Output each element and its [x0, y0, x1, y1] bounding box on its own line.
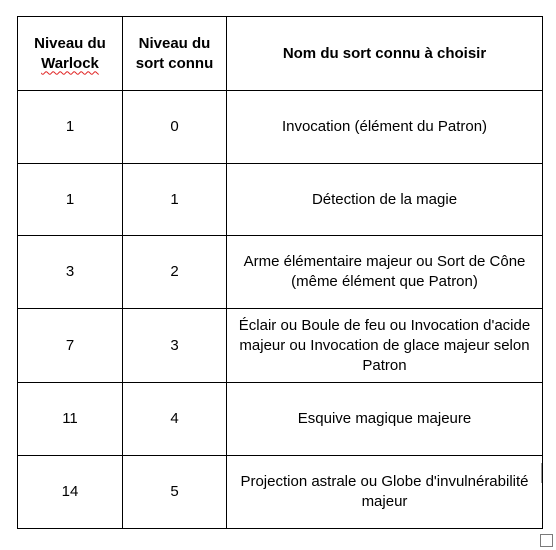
table-row	[18, 383, 543, 456]
header-spell-name: Nom du sort connu à choisir	[227, 17, 543, 91]
cell-warlock-level: 14	[18, 456, 123, 529]
cell-spell-name: Esquive magique majeure	[227, 383, 543, 456]
header-warlock-level	[18, 17, 123, 91]
cell-spell-name: Détection de la magie	[227, 164, 543, 236]
cell-spell-level: 1	[123, 164, 227, 236]
cell-spell-level: 5	[123, 456, 227, 529]
cell-spell-level: 4	[123, 383, 227, 456]
cell-warlock-level: 7	[18, 309, 123, 383]
cell-spell-name: Éclair ou Boule de feu ou Invocation d'acide majeur ou Invocation de glace majeur selon Patron	[227, 309, 543, 383]
cell-spell-name: Projection astrale ou Globe d'invulnérabilité majeur	[227, 456, 543, 529]
cell-spell-level: 3	[123, 309, 227, 383]
cell-warlock-level: 11	[18, 383, 123, 456]
table-resize-guide	[541, 463, 542, 483]
cell-warlock-level: 1	[18, 164, 123, 236]
table-row	[18, 91, 543, 164]
cell-spell-name: Invocation (élément du Patron)	[227, 91, 543, 164]
header-spell-level-line1: Niveau du	[138, 34, 211, 52]
table-row	[18, 164, 543, 236]
table-row	[18, 456, 543, 529]
header-spell-level	[123, 17, 227, 91]
spell-table	[17, 16, 543, 529]
table-row	[18, 309, 543, 383]
cell-spell-level: 2	[123, 236, 227, 309]
table-header-row	[18, 17, 543, 91]
header-warlock-level-line2: Warlock	[41, 54, 99, 72]
cell-spell-name: Arme élémentaire majeur ou Sort de Cône (même élément que Patron)	[227, 236, 543, 309]
cell-spell-level: 0	[123, 91, 227, 164]
cell-warlock-level: 1	[18, 91, 123, 164]
cell-warlock-level: 3	[18, 236, 123, 309]
header-spell-level-line2: sort connu	[135, 54, 214, 72]
header-warlock-level-line1: Niveau du	[34, 34, 106, 52]
table-resize-handle[interactable]	[540, 534, 553, 547]
table-row	[18, 236, 543, 309]
